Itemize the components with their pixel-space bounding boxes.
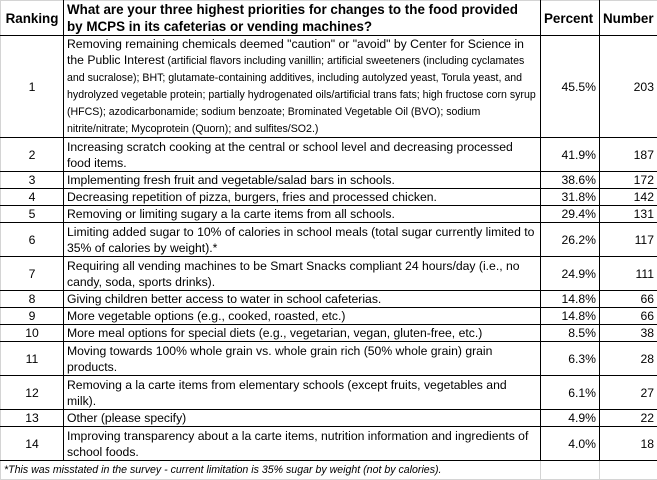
number-cell[interactable]: 18	[600, 427, 657, 461]
rank-cell[interactable]: 6	[1, 223, 64, 257]
number-cell[interactable]: 203	[600, 36, 657, 138]
header-row	[1, 1, 657, 36]
description-main: Removing remaining chemicals deemed "caution" or "avoid" by Center for Science in the Public Interest	[67, 37, 524, 67]
description-cell[interactable]: Decreasing repetition of pizza, burgers, fries and processed chicken.	[64, 189, 541, 206]
table-row	[1, 410, 657, 427]
description-cell[interactable]: Removing or limiting sugary a la carte items from all schools.	[64, 206, 541, 223]
empty-cell[interactable]	[541, 461, 600, 480]
percent-cell[interactable]: 38.6%	[541, 172, 600, 189]
table-row	[1, 325, 657, 342]
number-cell[interactable]: 187	[600, 138, 657, 172]
table-row	[1, 342, 657, 376]
number-cell[interactable]: 131	[600, 206, 657, 223]
percent-cell[interactable]: 24.9%	[541, 257, 600, 291]
percent-cell[interactable]: 4.0%	[541, 427, 600, 461]
percent-cell[interactable]: 14.8%	[541, 291, 600, 308]
description-cell[interactable]: Other (please specify)	[64, 410, 541, 427]
percent-cell[interactable]: 26.2%	[541, 223, 600, 257]
description-cell[interactable]: Moving towards 100% whole grain vs. whole grain rich (50% whole grain) grain products.	[64, 342, 541, 376]
number-cell[interactable]: 142	[600, 189, 657, 206]
description-cell[interactable]	[64, 36, 541, 138]
description-detail: (artificial flavors including vanillin; artificial sweeteners (including cyclamates and sucralose); BHT; glutamate-containing additives, including autolyzed yeast, Torula yeast, and hydrolyzed vegetable protein; partially hydrogenated oils/artificial trans fats; high fructose corn syrup (HFCS); azodicarbonamide; sodium benzoate; Brominated Vegetable Oil (BVO); sodium nitrite/nitrate; Mycoprotein (Quorn); and sulfites/SO2.)	[67, 55, 536, 135]
rank-cell[interactable]: 2	[1, 138, 64, 172]
table-row	[1, 291, 657, 308]
description-cell[interactable]: More meal options for special diets (e.g., vegetarian, vegan, gluten-free, etc.)	[64, 325, 541, 342]
number-cell[interactable]: 66	[600, 308, 657, 325]
table-row	[1, 308, 657, 325]
rank-cell[interactable]: 9	[1, 308, 64, 325]
percent-cell[interactable]: 4.9%	[541, 410, 600, 427]
percent-cell[interactable]: 8.5%	[541, 325, 600, 342]
table-row	[1, 427, 657, 461]
percent-cell[interactable]: 45.5%	[541, 36, 600, 138]
description-cell[interactable]: Implementing fresh fruit and vegetable/salad bars in schools.	[64, 172, 541, 189]
rank-cell[interactable]: 7	[1, 257, 64, 291]
empty-cell[interactable]	[600, 461, 657, 480]
header-ranking[interactable]: Ranking	[1, 1, 64, 36]
header-number[interactable]: Number	[600, 1, 657, 36]
table-row	[1, 138, 657, 172]
header-percent[interactable]: Percent	[541, 1, 600, 36]
number-cell[interactable]: 111	[600, 257, 657, 291]
table-row	[1, 223, 657, 257]
description-cell[interactable]: Requiring all vending machines to be Smart Snacks compliant 24 hours/day (i.e., no candy, soda, sports drinks).	[64, 257, 541, 291]
footnote[interactable]: *This was misstated in the survey - current limitation is 35% sugar by weight (not by calories).	[1, 461, 541, 480]
rank-cell[interactable]: 10	[1, 325, 64, 342]
percent-cell[interactable]: 29.4%	[541, 206, 600, 223]
description-cell[interactable]: Giving children better access to water in school cafeterias.	[64, 291, 541, 308]
number-cell[interactable]: 22	[600, 410, 657, 427]
number-cell[interactable]: 38	[600, 325, 657, 342]
description-cell[interactable]: Increasing scratch cooking at the central or school level and decreasing processed food items.	[64, 138, 541, 172]
rank-cell[interactable]: 1	[1, 36, 64, 138]
number-cell[interactable]: 117	[600, 223, 657, 257]
number-cell[interactable]: 172	[600, 172, 657, 189]
percent-cell[interactable]: 41.9%	[541, 138, 600, 172]
table-row	[1, 206, 657, 223]
description-cell[interactable]: More vegetable options (e.g., cooked, roasted, etc.)	[64, 308, 541, 325]
percent-cell[interactable]: 31.8%	[541, 189, 600, 206]
rank-cell[interactable]: 12	[1, 376, 64, 410]
rank-cell[interactable]: 3	[1, 172, 64, 189]
description-cell[interactable]: Improving transparency about a la carte items, nutrition information and ingredients of school foods.	[64, 427, 541, 461]
table-row	[1, 36, 657, 138]
header-question[interactable]: What are your three highest priorities for changes to the food provided by MCPS in its cafeterias or vending machines?	[64, 1, 541, 36]
number-cell[interactable]: 28	[600, 342, 657, 376]
rank-cell[interactable]: 4	[1, 189, 64, 206]
rank-cell[interactable]: 13	[1, 410, 64, 427]
percent-cell[interactable]: 14.8%	[541, 308, 600, 325]
percent-cell[interactable]: 6.3%	[541, 342, 600, 376]
table-row	[1, 172, 657, 189]
number-cell[interactable]: 27	[600, 376, 657, 410]
percent-cell[interactable]: 6.1%	[541, 376, 600, 410]
description-cell[interactable]: Removing a la carte items from elementary schools (except fruits, vegetables and milk).	[64, 376, 541, 410]
table-row	[1, 376, 657, 410]
rank-cell[interactable]: 5	[1, 206, 64, 223]
table-row	[1, 257, 657, 291]
rank-cell[interactable]: 8	[1, 291, 64, 308]
footnote-row	[1, 461, 657, 480]
number-cell[interactable]: 66	[600, 291, 657, 308]
table-row	[1, 189, 657, 206]
rank-cell[interactable]: 14	[1, 427, 64, 461]
rank-cell[interactable]: 11	[1, 342, 64, 376]
description-cell[interactable]: Limiting added sugar to 10% of calories in school meals (total sugar currently limited to 35% of calories by weight).*	[64, 223, 541, 257]
